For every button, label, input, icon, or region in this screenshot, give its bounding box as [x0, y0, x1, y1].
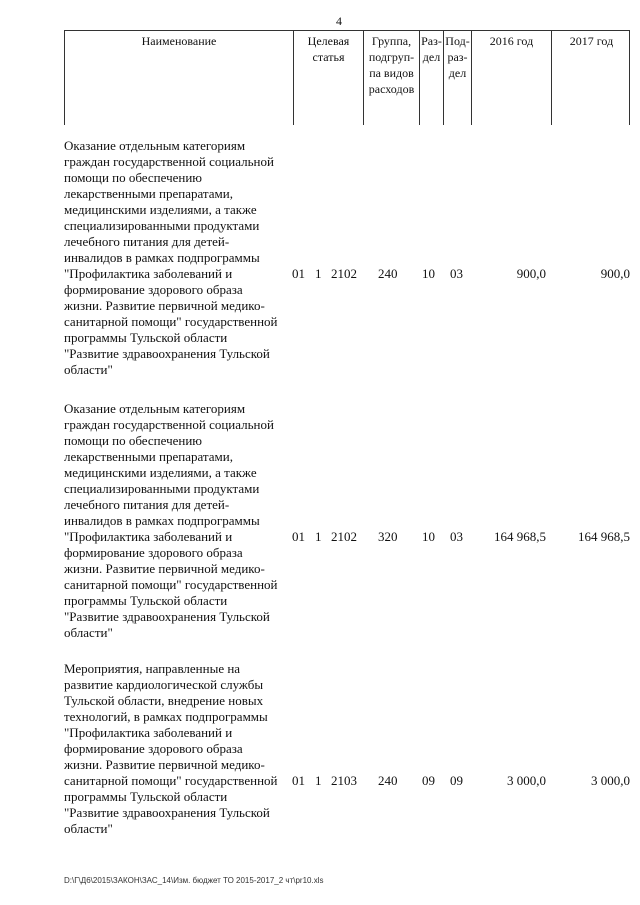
table-row [64, 661, 630, 851]
row-name: Оказание отдельным категориям граждан государственной социальной помощи по обеспечению лекарственными препаратами, медицинскими изделиями, а также специализированными продуктами лечебного питания для детей-инвалидов в рамках подпрограммы "Профилактика заболеваний и формирование здорового образа жизни. Развитие первичной медико-санитарной помощи" государственной программы Тульской области "Развитие здравоохранения Тульской области" [64, 138, 278, 377]
row-code2: 1 [315, 266, 322, 281]
table-header [64, 30, 630, 125]
row-name: Оказание отдельным категориям граждан государственной социальной помощи по обеспечению лекарственными препаратами, медицинскими изделиями, а также специализированными продуктами лечебного питания для детей-инвалидов в рамках подпрограммы "Профилактика заболеваний и формирование здорового образа жизни. Развитие первичной медико-санитарной помощи" государственной программы Тульской области "Развитие здравоохранения Тульской области" [64, 401, 278, 640]
page-number: 4 [336, 14, 342, 28]
row-value-2017: 900,0 [600, 266, 630, 281]
header-name: Наименование [141, 34, 217, 48]
row-code3: 2102 [331, 529, 357, 544]
row-section: 09 [422, 773, 435, 788]
row-code3: 2103 [331, 773, 357, 788]
row-code3: 2102 [331, 266, 357, 281]
row-code1: 01 [292, 266, 305, 281]
file-path-footer: D:\Г\Д6\2015\ЗАКОН\ЗАС_14\Изм. бюджет ТО 2015-2017_2 чт\pr10.xls [64, 876, 324, 885]
header-year-2016: 2016 год [471, 31, 551, 125]
header-group: Группа, подгруп-па видов расходов [363, 31, 419, 125]
row-value-2017: 164 968,5 [578, 529, 630, 544]
row-name: Мероприятия, направленные на развитие кардиологической службы Тульской области, внедрение новых технологий, в рамках подпрограммы "Профилактика заболеваний и формирование здорового образа жизни. Развитие первичной медико-санитарной помощи" государственной программы Тульской области "Развитие здравоохранения Тульской области" [64, 661, 278, 836]
row-section: 10 [422, 266, 435, 281]
header-subsection: Под-раз-дел [443, 31, 471, 125]
row-value-2017: 3 000,0 [591, 773, 630, 788]
row-code2: 1 [315, 529, 322, 544]
row-value-2016: 164 968,5 [494, 529, 546, 544]
row-code1: 01 [292, 529, 305, 544]
row-group: 240 [378, 773, 398, 788]
row-subsection: 09 [450, 773, 463, 788]
row-subsection: 03 [450, 529, 463, 544]
table-row [64, 401, 630, 651]
row-subsection: 03 [450, 266, 463, 281]
row-value-2016: 3 000,0 [507, 773, 546, 788]
row-code1: 01 [292, 773, 305, 788]
table-row [64, 138, 630, 388]
header-target-article: Целевая статья [293, 31, 363, 125]
header-year-2017: 2017 год [551, 31, 631, 125]
row-section: 10 [422, 529, 435, 544]
header-section: Раз-дел [419, 31, 443, 125]
row-group: 240 [378, 266, 398, 281]
row-value-2016: 900,0 [516, 266, 546, 281]
row-group: 320 [378, 529, 398, 544]
row-code2: 1 [315, 773, 322, 788]
